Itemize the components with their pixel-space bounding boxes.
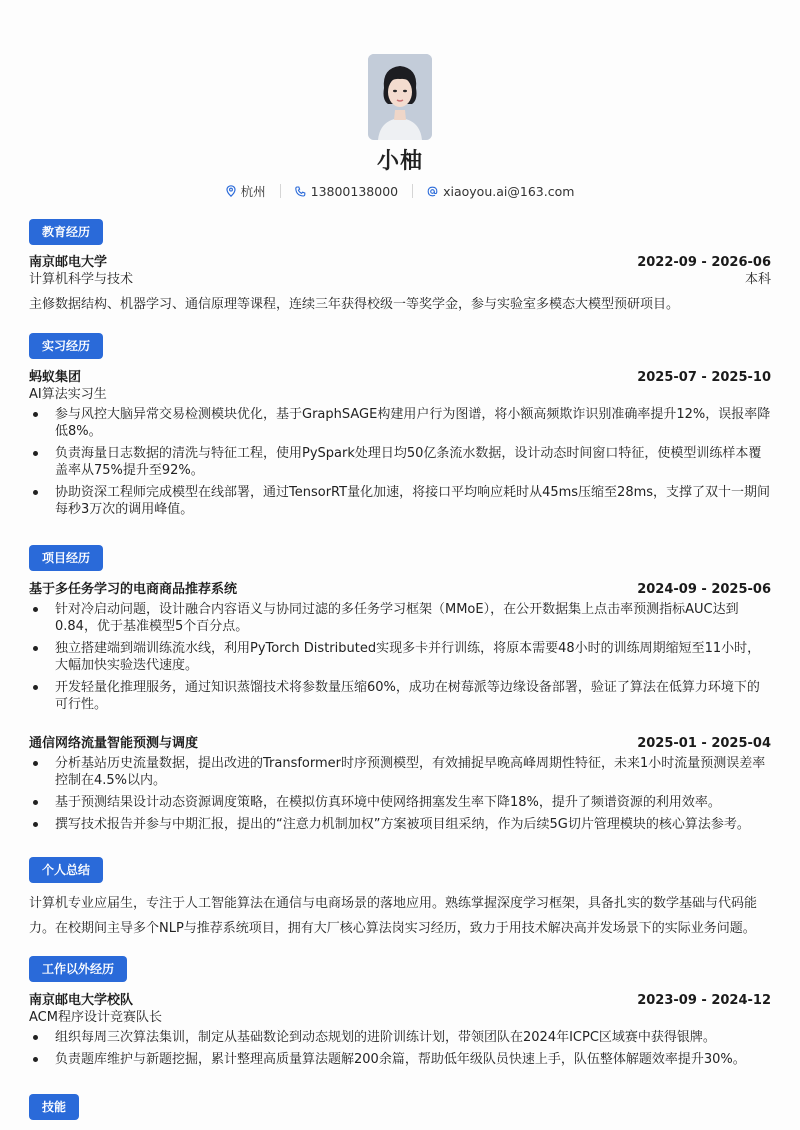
- extracurricular-role-row: [29, 1009, 771, 1026]
- bullet-dot-icon: [33, 800, 38, 805]
- candidate-name: 小柚: [376, 149, 423, 174]
- extracurricular-bullets: [29, 1029, 771, 1073]
- contact-phone: [295, 184, 398, 199]
- section-tag-education: 教育经历: [29, 219, 103, 245]
- phone-icon: [295, 186, 306, 197]
- education-dates: 2022-09 - 2026-06: [637, 255, 771, 270]
- list-item: 负责题库维护与新题挖掘，累计整理高质量算法题解200余篇，帮助低年级队员快速上手，队伍整体解题效率提升30%。: [29, 1051, 771, 1068]
- contact-info: [0, 182, 800, 200]
- education-header-row: [29, 254, 771, 271]
- project-header-row: [29, 735, 771, 752]
- bullet-dot-icon: [33, 685, 38, 690]
- bullet-dot-icon: [33, 607, 38, 612]
- list-item: 负责海量日志数据的清洗与特征工程，使用PySpark处理日均50亿条流水数据，设计动态时间窗口特征，使模型训练样本覆盖率从75%提升至92%。: [29, 445, 771, 479]
- contact-divider: [280, 184, 281, 198]
- at-email-icon: [427, 186, 438, 197]
- contact-location: [226, 182, 266, 200]
- project-bullets: [29, 755, 771, 838]
- bullet-dot-icon: [33, 1035, 38, 1040]
- contact-email[interactable]: [427, 184, 574, 199]
- list-item: 独立搭建端到端训练流水线，利用PyTorch Distributed实现多卡并行训练，将原本需要48小时的训练周期缩短至11小时，大幅加快实验迭代速度。: [29, 640, 771, 674]
- extracurricular-dates: 2023-09 - 2024-12: [637, 993, 771, 1008]
- major: 计算机科学与技术: [29, 272, 134, 287]
- location-text: 杭州: [240, 184, 266, 199]
- list-item: 分析基站历史流量数据，提出改进的Transformer时序预测模型，有效捕捉早晚高峰周期性特征，未来1小时流量预测误差率控制在4.5%以内。: [29, 755, 771, 789]
- summary-text: 计算机专业应届生，专注于人工智能算法在通信与电商场景的落地应用。熟练掌握深度学习框架，具备扎实的数学基础与代码能力。在校期间主导多个NLP与推荐系统项目，拥有大厂核心算法岗实习经历，致力于用技术解决高并发场景下的实际业务问题。: [29, 896, 758, 936]
- section-tag-skills: 技能: [29, 1094, 79, 1120]
- degree: 本科: [744, 272, 771, 287]
- bullet-dot-icon: [33, 646, 38, 651]
- list-item: 针对冷启动问题，设计融合内容语义与协同过滤的多任务学习框架（MMoE），在公开数据集上点击率预测指标AUC达到0.84，优于基准模型5个百分点。: [29, 601, 771, 635]
- project-header-row: [29, 581, 771, 598]
- school-name: 南京邮电大学: [29, 255, 108, 270]
- bullet-dot-icon: [33, 412, 38, 417]
- list-item: 参与风控大脑异常交易检测模块优化，基于GraphSAGE构建用户行为图谱，将小额高频欺诈识别准确率提升12%，误报率降低8%。: [29, 406, 771, 440]
- project-dates: 2025-01 - 2025-04: [637, 736, 771, 751]
- list-item: 协助资深工程师完成模型在线部署，通过TensorRT量化加速，将接口平均响应耗时从45ms压缩至28ms，支撑了双十一期间每秒3万次的调用峰值。: [29, 484, 771, 518]
- internship-dates: 2025-07 - 2025-10: [637, 370, 771, 385]
- company-name: 蚂蚁集团: [29, 370, 82, 385]
- internship-role-row: [29, 386, 771, 403]
- bullet-dot-icon: [33, 761, 38, 766]
- section-tag-extracurricular: 工作以外经历: [29, 956, 127, 982]
- extracurricular-header-row: [29, 992, 771, 1009]
- list-item: 组织每周三次算法集训，制定从基础数论到动态规划的进阶训练计划，带领团队在2024年ICPC区域赛中获得银牌。: [29, 1029, 771, 1046]
- bullet-dot-icon: [33, 822, 38, 827]
- phone-text: 13800138000: [310, 183, 399, 199]
- extracurricular-role: ACM程序设计竞赛队长: [29, 1010, 162, 1025]
- bullet-dot-icon: [33, 451, 38, 456]
- education-description: 主修数据结构、机器学习、通信原理等课程，连续三年获得校级一等奖学金，参与实验室多模态大模型预研项目。: [29, 297, 680, 312]
- location-pin-icon: [226, 185, 236, 197]
- project-bullets: [29, 601, 771, 718]
- contact-divider: [412, 184, 413, 198]
- section-tag-internship: 实习经历: [29, 333, 103, 359]
- list-item: 撰写技术报告并参与中期汇报，提出的“注意力机制加权”方案被项目组采纳，作为后续5G切片管理模块的核心算法参考。: [29, 816, 771, 833]
- org-name: 南京邮电大学校队: [29, 993, 134, 1008]
- bullet-dot-icon: [33, 1057, 38, 1062]
- email-text: xiaoyou.ai@163.com: [443, 183, 575, 199]
- bullet-dot-icon: [33, 490, 38, 495]
- portrait-photo: [368, 54, 432, 140]
- internship-bullets: [29, 406, 771, 523]
- project-name: 通信网络流量智能预测与调度: [29, 736, 199, 751]
- list-item: 开发轻量化推理服务，通过知识蒸馏技术将参数量压缩60%，成功在树莓派等边缘设备部署，验证了算法在低算力环境下的可行性。: [29, 679, 771, 713]
- internship-role: AI算法实习生: [29, 387, 107, 402]
- resume-header: [0, 54, 800, 200]
- education-sub-row: [29, 271, 771, 288]
- project-dates: 2024-09 - 2025-06: [637, 582, 771, 597]
- section-tag-projects: 项目经历: [29, 545, 103, 571]
- internship-header-row: [29, 369, 771, 386]
- list-item: 基于预测结果设计动态资源调度策略，在模拟仿真环境中使网络拥塞发生率下降18%，提升了频谱资源的利用效率。: [29, 794, 771, 811]
- project-name: 基于多任务学习的电商商品推荐系统: [29, 582, 238, 597]
- section-tag-summary: 个人总结: [29, 857, 103, 883]
